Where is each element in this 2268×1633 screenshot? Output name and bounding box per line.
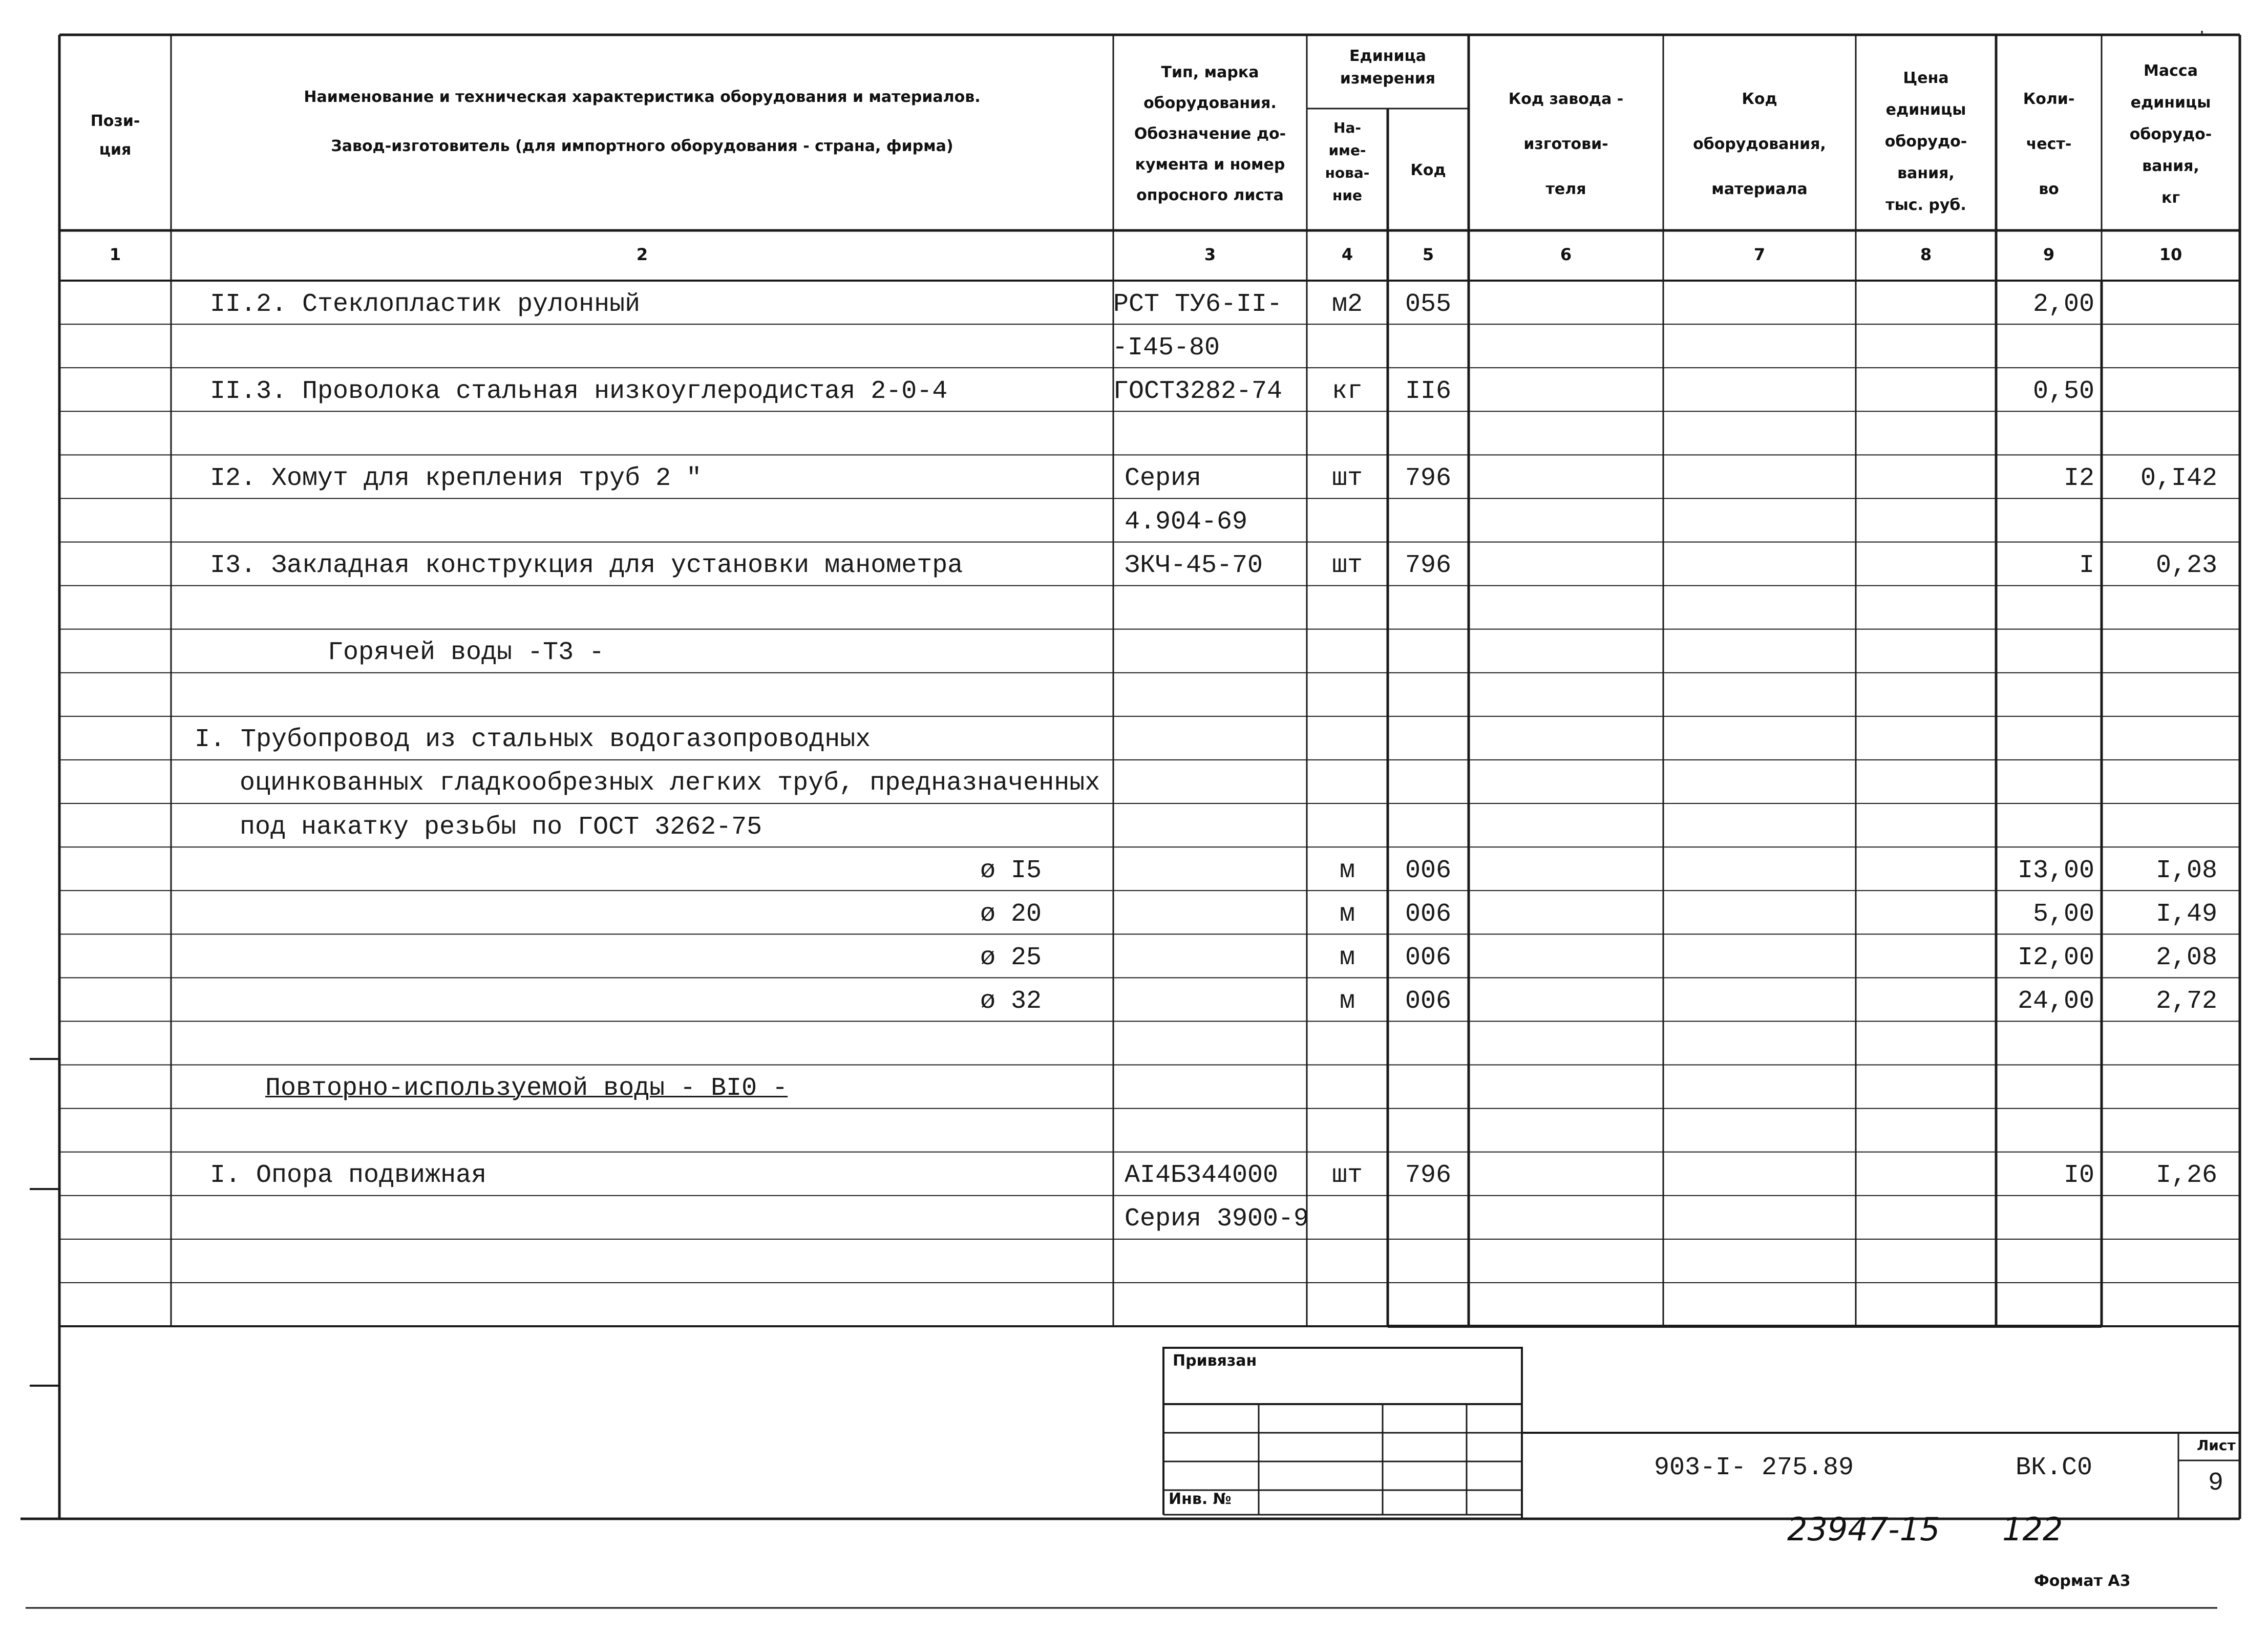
item-quantity: I0 (2063, 1161, 2094, 1191)
item-name: ø 32 (980, 986, 1042, 1016)
column-number: 2 (636, 245, 648, 264)
column-number: 7 (1753, 245, 1766, 264)
item-type: ЗКЧ-45-70 (1125, 551, 1263, 581)
header-name-line2: Завод-изготовитель (для импортного оборудования - страна, фирма) (331, 137, 953, 155)
archive-number-handwritten: 23947-15 (1787, 1511, 1940, 1548)
header-price: Цена единицы оборудо- вания, тыс. руб. (1884, 69, 1967, 214)
item-type: -I45-80 (1112, 333, 1220, 363)
item-name: I. Трубопровод из стальных водогазопроводных (195, 725, 871, 755)
item-unit-code: II6 (1405, 376, 1451, 406)
item-quantity: 0,50 (2032, 376, 2094, 406)
header-plant-code: Код завода - изготови- теля (1508, 90, 1624, 198)
item-name: ø 20 (980, 899, 1042, 929)
column-number: 4 (1341, 245, 1353, 264)
item-name: Повторно-используемой воды - BI0 - (265, 1074, 788, 1104)
column-number: 1 (109, 245, 121, 264)
item-name: оцинкованных гладкообрезных легких труб, предназначенных (240, 769, 1100, 798)
item-name: под накатку резьбы по ГОСТ 3262-75 (240, 812, 762, 842)
item-unit-code: 006 (1405, 856, 1451, 885)
inventory-number-label: Инв. № (1169, 1490, 1232, 1508)
item-unit: м (1339, 899, 1355, 929)
item-quantity: 5,00 (2032, 899, 2094, 929)
item-type: 4.904-69 (1125, 507, 1248, 537)
item-quantity: I2,00 (2017, 943, 2094, 972)
item-name: Горячей воды -Т3 - (328, 638, 605, 668)
item-name: I. Опора подвижная (210, 1161, 487, 1191)
item-unit-code: 006 (1405, 986, 1451, 1016)
attached-label: Привязан (1173, 1352, 1257, 1370)
column-number: 9 (2043, 245, 2055, 264)
item-unit-code: 006 (1405, 899, 1451, 929)
column-number: 6 (1560, 245, 1572, 264)
header-quantity: Коли- чест- во (2023, 90, 2075, 198)
item-type: Серия (1125, 463, 1202, 493)
item-name: I3. Закладная конструкция для установки манометра (210, 551, 963, 581)
item-unit: шт (1331, 463, 1363, 493)
item-name: II.3. Проволока стальная низкоуглеродистая 2-0-4 (210, 376, 948, 406)
document-section: ВК.С0 (2016, 1453, 2093, 1482)
header-unit-name: На- име- нова- ние (1325, 119, 1370, 204)
item-unit-code: 796 (1405, 1161, 1451, 1191)
item-quantity: I3,00 (2017, 856, 2094, 885)
format-label: Формат А3 (2034, 1572, 2131, 1590)
item-name: ø 25 (980, 943, 1042, 972)
item-unit: шт (1331, 1161, 1363, 1191)
document-code: 903-I- 275.89 (1654, 1453, 1854, 1482)
item-unit: м2 (1331, 289, 1363, 319)
item-unit-code: 796 (1405, 551, 1451, 581)
column-number: 5 (1422, 245, 1434, 264)
header-unit-group: Единица измерения (1340, 47, 1436, 88)
item-unit: м (1339, 943, 1355, 972)
column-number: 3 (1204, 245, 1216, 264)
item-unit: м (1339, 986, 1355, 1016)
item-quantity: I (2079, 551, 2094, 581)
item-type: ГОСТ3282-74 (1113, 376, 1283, 406)
item-mass: I,26 (2155, 1161, 2217, 1191)
page-number-handwritten: 122 (2002, 1511, 2063, 1548)
header-type: Тип, марка оборудования. Обозначение до- кумента и номер опросного листа (1134, 63, 1286, 204)
item-mass: 0,I42 (2140, 463, 2217, 493)
item-mass: 2,72 (2155, 986, 2217, 1016)
item-type: РСТ ТУ6-II- (1113, 289, 1283, 319)
sheet-number: 9 (2208, 1469, 2223, 1498)
item-type: Серия 3900-9 (1125, 1204, 1309, 1234)
item-unit-code: 796 (1405, 463, 1451, 493)
header-equipment-code: Код оборудования, материала (1693, 90, 1826, 198)
item-quantity: I2 (2063, 463, 2094, 493)
item-quantity: 24,00 (2017, 986, 2094, 1016)
header-mass: Масса единицы оборудо- вания, кг (2129, 62, 2212, 207)
item-unit: м (1339, 856, 1355, 885)
item-unit-code: 006 (1405, 943, 1451, 972)
column-number: 8 (1920, 245, 1932, 264)
item-mass: I,08 (2155, 856, 2217, 885)
item-type: AI4Б344000 (1125, 1161, 1279, 1191)
item-name: I2. Хомут для крепления труб 2 " (210, 463, 702, 493)
item-mass: 0,23 (2155, 551, 2217, 581)
item-name: II.2. Стеклопластик рулонный (210, 289, 641, 319)
header-name-line1: Наименование и техническая характеристика оборудования и материалов. (304, 88, 981, 106)
header-unit-code: Код (1410, 161, 1446, 179)
item-unit: шт (1331, 551, 1363, 581)
item-quantity: 2,00 (2032, 289, 2094, 319)
item-mass: I,49 (2155, 899, 2217, 929)
item-unit: кг (1331, 376, 1363, 406)
item-mass: 2,08 (2155, 943, 2217, 972)
item-name: ø I5 (980, 856, 1042, 885)
column-number: 10 (2159, 245, 2182, 264)
item-unit-code: 055 (1405, 289, 1451, 319)
sheet-label: Лист (2197, 1437, 2236, 1454)
header-position: Пози- ция (90, 112, 140, 159)
